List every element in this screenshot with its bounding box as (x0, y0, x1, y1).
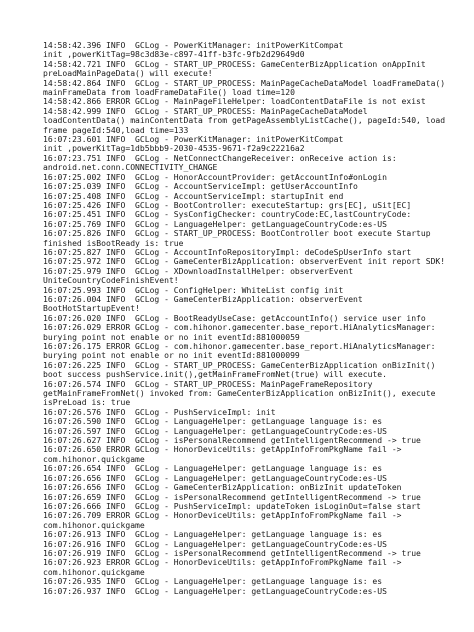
log-line: 14:58:42.721 INFO GCLog - START_UP_PROCESS: GameCenterBizApplication onAppInit (43, 59, 426, 69)
log-line: 16:07:25.826 INFO GCLog - START_UP_PROCESS: BootController boot execute Startup (43, 229, 431, 239)
log-line: 16:07:26.004 INFO GCLog - GameCenterBizApplication: observerEvent (43, 294, 363, 304)
log-line: 14:58:42.999 INFO GCLog - START_UP_PROCESS: MainPageCacheDataModel (43, 106, 368, 116)
log-line: 16:07:23.751 INFO GCLog - NetConnectChangeReceiver: onReceive action is: (43, 153, 397, 163)
log-line: frame pageId:540,load time=133 (43, 125, 189, 135)
log-line: 16:07:26.574 INFO GCLog - START_UP_PROCESS: MainPageFrameRepository (43, 379, 373, 389)
log-line: finished isBootReady is: true (43, 238, 184, 248)
log-line: 16:07:25.769 INFO GCLog - LanguageHelper: getLanguageCountryCode:es-US (43, 219, 387, 229)
log-line: 16:07:26.654 INFO GCLog - LanguageHelper: getLanguage language is: es (43, 464, 383, 474)
log-line: 16:07:25.426 INFO GCLog - BootController: executeStartup: grs[EC], uSit[EC] (43, 200, 412, 210)
log-line: BootHotStartupEvent! (43, 304, 140, 314)
log-line: android.net.conn.CONNECTIVITY_CHANGE (43, 163, 218, 173)
log-line: 16:07:26.175 ERROR GCLog - com.hihonor.gamecenter.base_report.HiAnalyticsManager: (43, 342, 436, 351)
log-line: 16:07:26.020 INFO GCLog - BootReadyUseCase: getAccountInfo() service user info (43, 313, 426, 323)
log-line: com.hihonor.quickgame (43, 567, 145, 577)
log-line: UniteCountryCodeFinishEvent! (43, 276, 179, 286)
log-line: 14:58:42.864 INFO GCLog - START_UP_PROCESS: MainPageCacheDataModel loadFrameData() (43, 78, 446, 88)
log-line: 16:07:25.002 INFO GCLog - HonorAccountProvider: getAccountInfo#onLogin (43, 172, 387, 182)
log-line: com.hihonor.quickgame (43, 520, 145, 530)
log-line: 16:07:26.590 INFO GCLog - LanguageHelper: getLanguage language is: es (43, 417, 383, 427)
log-line: 16:07:25.408 INFO GCLog - AccountServiceImpl: startupInit end (43, 191, 344, 201)
log-line: 16:07:26.919 INFO GCLog - isPersonalRecommend getIntelligentRecommend -> true (43, 548, 421, 558)
log-line: init ,powerKitTag=98c3d83e-c897-41ff-b3fc-9fb2d29649d0 (43, 50, 305, 60)
log-line: loadContentData() mainContentData from getPageAssemblyListCache(), pageId:540, load (43, 116, 446, 126)
log-line: 16:07:26.935 INFO GCLog - LanguageHelper: getLanguage language is: es (43, 577, 383, 587)
log-line: 16:07:25.972 INFO GCLog - GameCenterBizApplication: observerEvent init report SDK! (43, 257, 446, 267)
log-line: 16:07:26.597 INFO GCLog - LanguageHelper: getLanguageCountryCode:es-US (43, 426, 387, 436)
log-line: isPreLoad is: true (43, 398, 131, 408)
log-line: 16:07:26.650 ERROR GCLog - HonorDeviceUtils: getAppInfoFromPkgName fail -> (43, 445, 402, 455)
log-line: boot success pushService.init(),getMainFrameFromNet(true) will execute. (43, 370, 387, 380)
log-line: 16:07:26.656 INFO GCLog - LanguageHelper: getLanguageCountryCode:es-US (43, 473, 387, 483)
log-line: burying point not enable or no init eventId:881000099 (43, 351, 300, 361)
log-line: burying point not enable or no init eventId:881000059 (43, 332, 300, 342)
log-line: 16:07:26.627 INFO GCLog - isPersonalRecommend getIntelligentRecommend -> true (43, 436, 421, 446)
log-line: 16:07:25.827 INFO GCLog - AccountInfoRepositoryImpl: deCodeSpUserInfo start (43, 247, 412, 257)
log-line: 14:58:42.396 INFO GCLog - PowerKitManager: initPowerKitCompat (43, 41, 344, 50)
log-line: 16:07:26.659 INFO GCLog - isPersonalRecommend getIntelligentRecommend -> true (43, 492, 421, 502)
log-line: 16:07:25.039 INFO GCLog - AccountServiceImpl: getUserAccountInfo (43, 182, 358, 192)
log-line: 16:07:25.451 INFO GCLog - SysConfigChecker: countryCode:EC,lastCountryCode: (43, 210, 412, 220)
log-line: 16:07:26.225 INFO GCLog - START_UP_PROCESS: GameCenterBizApplication onBizInit() (43, 360, 436, 370)
log-text-block (43, 41, 468, 596)
log-line: mainFrameData from loadFrameDataFile() load time=120 (43, 88, 295, 98)
log-line: 16:07:25.993 INFO GCLog - ConfigHelper: WhiteList config init (43, 285, 344, 295)
log-line: 14:58:42.866 ERROR GCLog - MainPageFileHelper: loadContentDataFile is not exist (43, 97, 426, 107)
log-line: preLoadMainPageData() will execute! (43, 69, 213, 79)
log-line: getMainFrameFromNet() invoked from: GameCenterBizApplication onBizInit(), execute (43, 389, 436, 399)
log-line: 16:07:26.576 INFO GCLog - PushServiceImpl: init (43, 407, 276, 417)
log-line: 16:07:26.656 INFO GCLog - GameCenterBizApplication: onBizInit updateToken (43, 483, 402, 493)
log-line: 16:07:26.913 INFO GCLog - LanguageHelper: getLanguage language is: es (43, 530, 383, 540)
log-line: 16:07:26.916 INFO GCLog - LanguageHelper: getLanguageCountryCode:es-US (43, 539, 387, 549)
log-line: com.hihonor.quickgame (43, 454, 145, 464)
log-line: 16:07:26.029 ERROR GCLog - com.hihonor.gamecenter.base_report.HiAnalyticsManager: (43, 323, 436, 333)
log-line: 16:07:26.709 ERROR GCLog - HonorDeviceUtils: getAppInfoFromPkgName fail -> (43, 511, 402, 521)
log-line: 16:07:26.937 INFO GCLog - LanguageHelper: getLanguageCountryCode:es-US (43, 586, 387, 596)
log-line: 16:07:26.923 ERROR GCLog - HonorDeviceUtils: getAppInfoFromPkgName fail -> (43, 558, 402, 568)
log-line: init ,powerKitTag=1db5bbb9-2030-4535-9671-f2a9c22216a2 (43, 144, 305, 154)
log-line: 16:07:23.601 INFO GCLog - PowerKitManager: initPowerKitCompat (43, 135, 344, 145)
log-line: 16:07:26.666 INFO GCLog - PushServiceImpl: updateToken isLoginOut=false start (43, 501, 421, 511)
log-line: 16:07:25.979 INFO GCLog - XDownloadInstallHelper: observerEvent (43, 266, 354, 276)
